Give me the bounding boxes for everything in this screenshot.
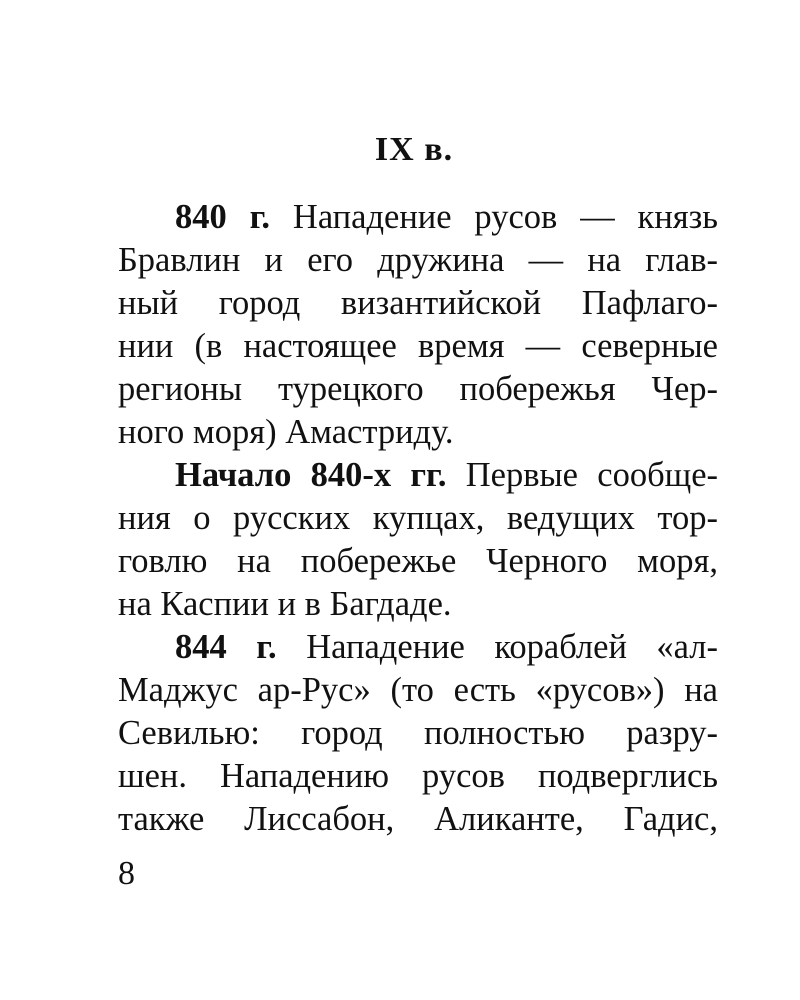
entry-text-line: Маджус ар-Рус» (то есть «русов») на xyxy=(118,671,718,709)
entry-text-line: Первые сообще- xyxy=(465,456,718,494)
entry-text-line: ного моря) Амастриду. xyxy=(118,413,454,451)
entry-text-line: регионы турецкого побережья Чер- xyxy=(118,370,718,408)
page-number: 8 xyxy=(118,855,135,892)
entry-text-line: нии (в настоящее время — северные xyxy=(118,327,718,365)
entry-text-line: ный город византийской Пафлаго- xyxy=(118,284,718,322)
entry-844-first-line xyxy=(118,626,718,669)
entry-text-line: ния о русских купцах, ведущих тор- xyxy=(118,499,718,537)
entry-date: Начало 840-х гг. xyxy=(175,456,447,494)
entry-text-line: Нападение русов — князь xyxy=(292,198,719,236)
entry-840-first-line xyxy=(118,196,718,239)
entry-text-line: Севилью: город полностью разру- xyxy=(118,714,718,752)
entry-date: 840 г. xyxy=(175,198,271,236)
entry-date: 844 г. xyxy=(175,628,277,666)
entry-text-line: Нападение кораблей «ал- xyxy=(306,628,719,666)
entry-text-line: на Каспии и в Багдаде. xyxy=(118,585,452,623)
entry-text-line: шен. Нападению русов подверглись xyxy=(118,757,718,795)
century-heading: IX в. xyxy=(374,131,454,168)
entry-text-line: говлю на побережье Черного моря, xyxy=(118,542,718,580)
entry-840s-first-line xyxy=(118,454,718,497)
entry-text-line: Бравлин и его дружина — на глав- xyxy=(118,241,718,279)
chronicle-text xyxy=(118,196,718,841)
entry-text-line: также Лиссабон, Аликанте, Гадис, xyxy=(118,800,718,838)
